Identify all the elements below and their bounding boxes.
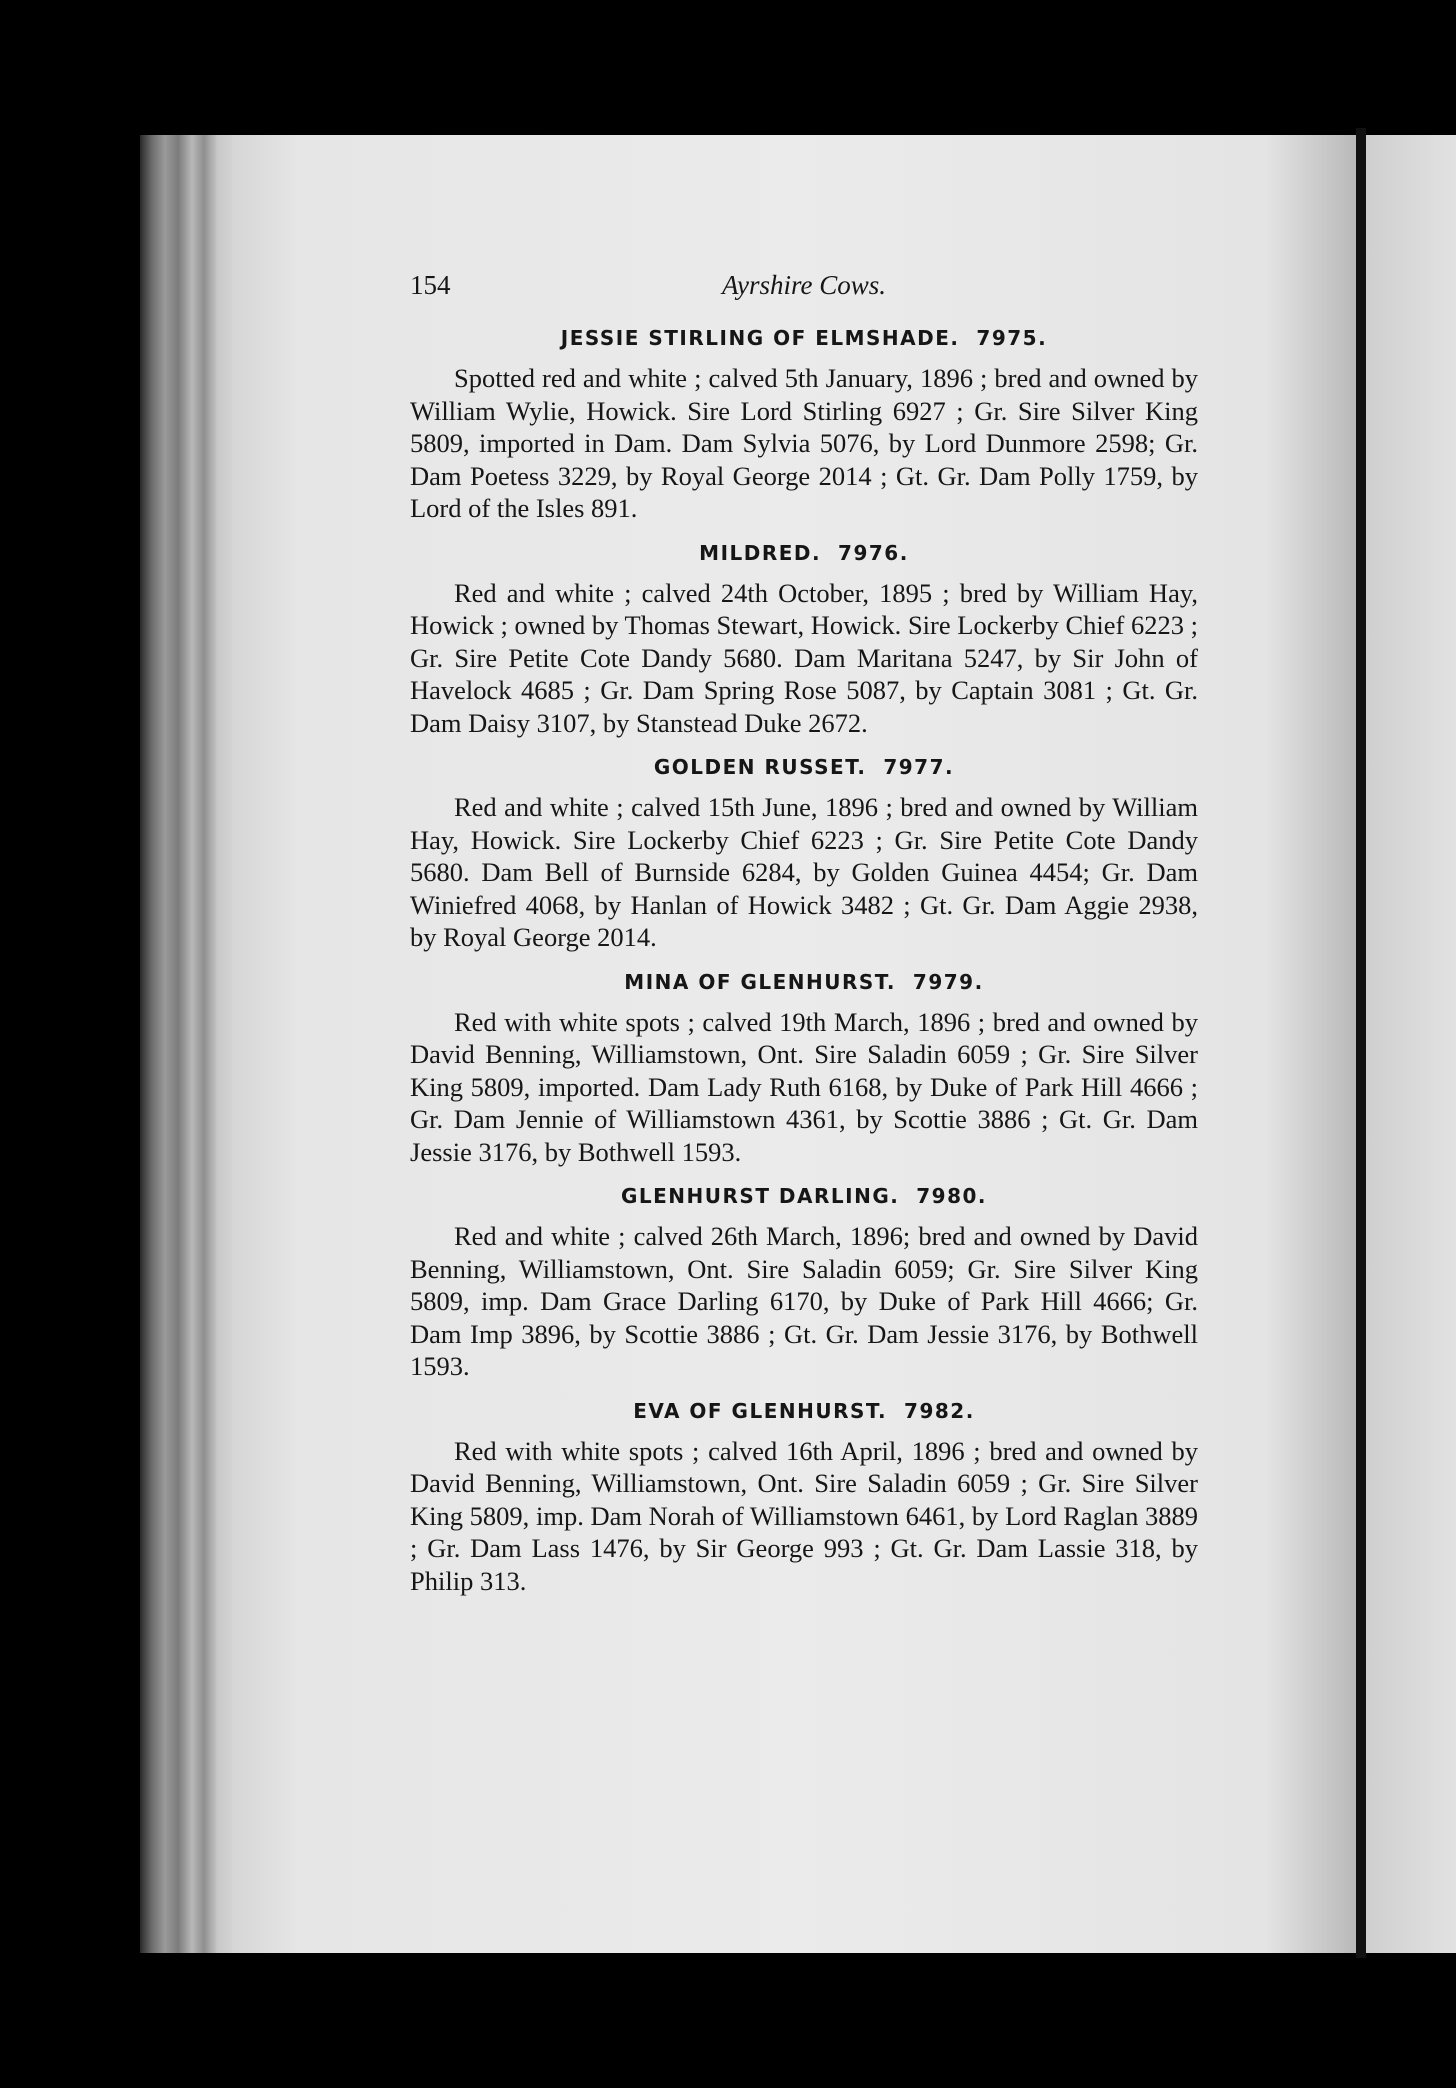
entry-title: MINA OF GLENHURST. 7979. [624,969,984,994]
entry-text: Red and white ; calved 15th June, 1896 ; bred and owned by William Hay, Howick. Sire Lockerby Chief 6223 ; Gr. Sire Petite Cote Dandy 5680. Dam Bell of Burnside 6284, by Golden Guinea 4454; Gr. Dam Winiefred 4068, by Hanlan of Howick 3482 ; Gt. Gr. Dam Aggie 2938, by Royal George 2014. [410,792,1198,952]
entry-title: EVA OF GLENHURST. 7982. [633,1398,975,1423]
entry-text: Red and white ; calved 26th March, 1896; bred and owned by David Benning, Williamstown, Ont. Sire Saladin 6059; Gr. Sire Silver King 5809, imp. Dam Grace Darling 6170, by Duke of Park Hill 4666; Gr. Dam Imp 3896, by Scottie 3886 ; Gt. Gr. Dam Jessie 3176, by Bothwell 1593. [410,1221,1198,1381]
entry-title: GLENHURST DARLING. 7980. [620,1184,988,1208]
book-spine-edge [140,135,240,1953]
entry-title: MILDRED. 7976. [699,540,909,565]
pedigree-entry [410,326,1198,525]
entry-text: Red with white spots ; calved 16th April, 1896 ; bred and owned by David Benning, Williamstown, Ont. Sire Saladin 6059 ; Gr. Sire Silver King 5809, imp. Dam Norah of Williamstown 6461, by Lord Raglan 3889 ; Gr. Dam Lass 1476, by Sir George 993 ; Gt. Gr. Dam Lassie 318, by Philip 313. [410,1435,1198,1596]
adjacent-page [1366,135,1456,1953]
entry-text: Red and white ; calved 24th October, 1895 ; bred by William Hay, Howick ; owned by Thomas Stewart, Howick. Sire Lockerby Chief 6223 ; Gr. Sire Petite Cote Dandy 5680. Dam Maritana 5247, by Sir John of Havelock 4685 ; Gr. Dam Spring Rose 5087, by Captain 3081 ; Gt. Gr. Dam Daisy 3107, by Stanstead Duke 2672. [410,577,1198,738]
entry-title: JESSIE STIRLING OF ELMSHADE. 7975. [560,326,1048,350]
book-title: Ayrshire Cows. [721,270,887,300]
page-number: 154 [410,270,451,300]
pedigree-entry [410,970,1198,1169]
pedigree-entry [410,1399,1198,1598]
entry-text: Spotted red and white ; calved 5th January, 1896 ; bred and owned by William Wylie, Howick. Sire Lord Stirling 6927 ; Gr. Sire Silver King 5809, imported in Dam. Dam Sylvia 5076, by Lord Dunmore 2598; Gr. Dam Poetess 3229, by Royal George 2014 ; Gt. Gr. Dam Polly 1759, by Lord of the Isles 891. [410,363,1198,523]
entry-title: GOLDEN RUSSET. 7977. [653,755,955,779]
running-head [410,270,1198,310]
pedigree-entry [410,755,1198,954]
page-gutter [1356,128,1366,1958]
entry-text: Red with white spots ; calved 19th March, 1896 ; bred and owned by David Benning, Williamstown, Ont. Sire Saladin 6059 ; Gr. Sire Silver King 5809, imported. Dam Lady Ruth 6168, by Duke of Park Hill 4666 ; Gr. Dam Jennie of Williamstown 4361, by Scottie 3886 ; Gt. Gr. Dam Jessie 3176, by Bothwell 1593. [410,1006,1198,1167]
pedigree-entry [410,541,1198,740]
page-content [410,270,1198,1603]
pedigree-entry [410,1184,1198,1383]
